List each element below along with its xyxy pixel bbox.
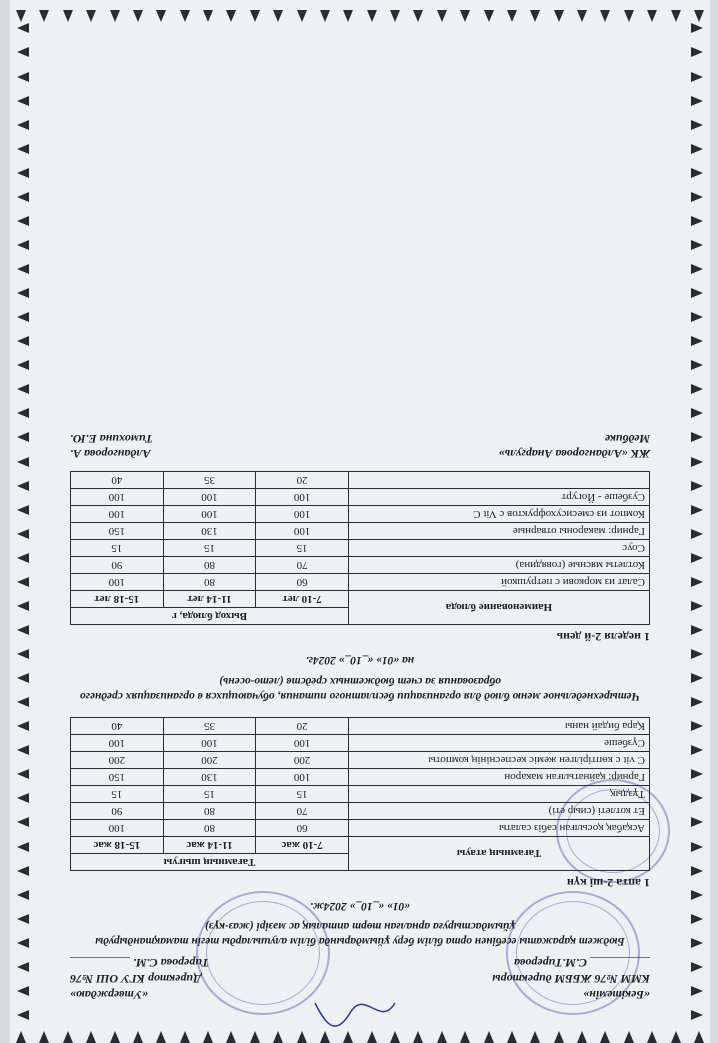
ru-week: 1 неделя 2-й день [556, 629, 650, 644]
portion-value: 80 [163, 556, 256, 573]
approval-left [372, 954, 650, 1003]
border-triangle-icon [180, 1031, 190, 1043]
portion-value: 100 [256, 488, 349, 505]
border-triangle-icon [17, 721, 29, 731]
portion-value: 60 [256, 573, 349, 590]
border-triangle-icon [691, 914, 703, 924]
border-triangle-icon [17, 625, 29, 635]
border-triangle-icon [554, 10, 564, 22]
menu-sheet [10, 0, 710, 1043]
portion-value: 200 [256, 751, 349, 768]
table-row [71, 734, 650, 751]
portion-value: 20 [256, 471, 349, 488]
border-triangle-icon [17, 96, 29, 106]
border-triangle-icon [460, 1031, 470, 1043]
border-triangle-icon [17, 360, 29, 370]
border-triangle-icon [691, 721, 703, 731]
portion-value: 35 [163, 717, 256, 734]
approval-right [70, 954, 348, 1003]
portion-value: 15 [163, 539, 256, 556]
portion-value: 15 [256, 785, 349, 802]
border-triangle-icon [17, 168, 29, 178]
border-triangle-icon [17, 962, 29, 972]
border-triangle-icon [691, 673, 703, 683]
dish-name: Қара бидай наны [348, 717, 649, 734]
portion-value: 150 [71, 522, 164, 539]
border-triangle-icon [250, 1031, 260, 1043]
border-triangle-icon [110, 10, 120, 22]
border-triangle-icon [691, 360, 703, 370]
portion-value: 100 [71, 819, 164, 836]
portion-value: 100 [256, 734, 349, 751]
border-triangle-icon [156, 1031, 166, 1043]
border-triangle-icon [17, 866, 29, 876]
border-triangle-icon [390, 10, 400, 22]
portion-value: 100 [71, 573, 164, 590]
portion-value: 130 [163, 522, 256, 539]
border-triangle-icon [17, 433, 29, 443]
dish-name: Котлеты мясные (говядина) [348, 556, 649, 573]
border-triangle-icon [691, 890, 703, 900]
border-triangle-icon [691, 793, 703, 803]
footer-name2: Тимохина Е.Ю. [70, 431, 153, 446]
portion-value: 15 [163, 785, 256, 802]
table-row [71, 573, 650, 590]
border-triangle-icon [691, 192, 703, 202]
portion-value: 200 [163, 751, 256, 768]
ru-col-name: Наименование блюда [348, 590, 649, 624]
footer-left [499, 431, 650, 461]
kz-age: 7-10 жас [256, 836, 349, 853]
ru-age: 15-18 лет [71, 590, 164, 607]
portion-value: 60 [256, 819, 349, 836]
right-title: Директор КГУ ОШ №76 [70, 971, 202, 986]
kz-title: Бюджет қаражаты есебінен орта білім беру ұйымдарында білім алушыларды тегін тамақтандыруды ұйымдастыруға арналған төрт апталық ас мәзірі (жаз-күз) [95, 920, 625, 948]
border-triangle-icon [414, 10, 424, 22]
table-row [71, 819, 650, 836]
footer-role: Медбике [604, 431, 650, 446]
border-triangle-icon [691, 96, 703, 106]
footer [70, 431, 650, 461]
border-triangle-icon [17, 336, 29, 346]
dish-name: С vit с көптірілген жеміс кеспеснінің компоты [348, 751, 649, 768]
border-triangle-icon [691, 745, 703, 755]
kz-menu-table [70, 717, 650, 871]
table-row [71, 505, 650, 522]
ru-age: 11-14 лет [163, 590, 256, 607]
portion-value: 70 [256, 802, 349, 819]
footer-name1: Алдангорова А. [70, 446, 151, 461]
border-triangle-icon [671, 10, 681, 22]
border-triangle-icon [647, 1031, 657, 1043]
border-triangle-icon [691, 216, 703, 226]
border-triangle-icon [17, 384, 29, 394]
border-triangle-icon [203, 10, 213, 22]
border-triangle-icon [691, 962, 703, 972]
border-triangle-icon [691, 240, 703, 250]
table-row [71, 556, 650, 573]
border-triangle-icon [17, 240, 29, 250]
table-row [71, 802, 650, 819]
ru-date: на «01» «_10_» 2024г. [305, 653, 415, 666]
table-row [71, 522, 650, 539]
border-triangle-icon [691, 818, 703, 828]
portion-value: 100 [163, 488, 256, 505]
border-triangle-icon [203, 1031, 213, 1043]
portion-value: 15 [256, 539, 349, 556]
border-triangle-icon [17, 288, 29, 298]
border-triangle-icon [367, 10, 377, 22]
border-triangle-icon [624, 10, 634, 22]
signature-scribble [310, 983, 400, 1033]
right-sign-line: __________ [70, 955, 130, 970]
right-name: Тирерова С.М. [133, 955, 209, 970]
portion-value: 100 [163, 734, 256, 751]
footer-org: ЖК «Алдангорова Анаргуль» [498, 446, 650, 461]
left-sign-line: __________ [590, 955, 650, 970]
border-triangle-icon [691, 168, 703, 178]
portion-value: 100 [256, 522, 349, 539]
portion-value: 80 [163, 802, 256, 819]
border-triangle-icon [17, 649, 29, 659]
border-triangle-icon [63, 10, 73, 22]
border-triangle-icon [17, 408, 29, 418]
right-border [12, 22, 34, 1021]
border-triangle-icon [17, 769, 29, 779]
table-row [71, 488, 650, 505]
border-triangle-icon [647, 10, 657, 22]
border-triangle-icon [437, 1031, 447, 1043]
border-triangle-icon [691, 938, 703, 948]
border-triangle-icon [40, 10, 50, 22]
dish-name: Сузбеше - Йогурт [348, 488, 649, 505]
border-triangle-icon [691, 312, 703, 322]
border-triangle-icon [691, 336, 703, 346]
kz-date: «01» «_10_» 2024ж. [309, 899, 411, 912]
border-triangle-icon [694, 1031, 704, 1043]
border-triangle-icon [691, 577, 703, 587]
border-triangle-icon [414, 1031, 424, 1043]
portion-value: 100 [71, 734, 164, 751]
footer-right [70, 431, 153, 461]
dish-name: Салат из моркови с петрушкой [348, 573, 649, 590]
portion-value: 100 [256, 768, 349, 785]
border-triangle-icon [273, 1031, 283, 1043]
border-triangle-icon [250, 10, 260, 22]
border-triangle-icon [17, 505, 29, 515]
border-triangle-icon [601, 1031, 611, 1043]
dish-name: Компот из смесисухофруктов с Vit C [348, 505, 649, 522]
border-triangle-icon [16, 1031, 26, 1043]
kz-week: 1 апта 2-ші күн [566, 875, 650, 890]
portion-value: 40 [71, 471, 164, 488]
border-triangle-icon [320, 10, 330, 22]
ru-age: 7-10 лет [256, 590, 349, 607]
portion-value: 90 [71, 556, 164, 573]
portion-value: 80 [163, 819, 256, 836]
border-triangle-icon [17, 986, 29, 996]
table-row [71, 785, 650, 802]
border-triangle-icon [86, 10, 96, 22]
border-triangle-icon [17, 938, 29, 948]
border-triangle-icon [133, 1031, 143, 1043]
ru-col-out: Выход блюда, г [71, 607, 349, 624]
border-triangle-icon [297, 1031, 307, 1043]
left-title: КММ №76 ЖББМ директоры [492, 971, 650, 986]
border-triangle-icon [437, 10, 447, 22]
dish-name: Сүзбеше [348, 734, 649, 751]
left-name: С.М.Тирерова [514, 955, 587, 970]
border-triangle-icon [530, 10, 540, 22]
border-triangle-icon [691, 120, 703, 130]
dish-name: Гарнир: қайнатылған макарон [348, 768, 649, 785]
border-triangle-icon [691, 72, 703, 82]
portion-value: 100 [163, 505, 256, 522]
dish-name: Асқабақ қосылған сәбіз салаты [348, 819, 649, 836]
border-triangle-icon [691, 288, 703, 298]
border-triangle-icon [691, 1010, 703, 1020]
border-triangle-icon [297, 10, 307, 22]
border-triangle-icon [691, 529, 703, 539]
border-triangle-icon [110, 1031, 120, 1043]
portion-value: 130 [163, 768, 256, 785]
portion-value: 100 [256, 505, 349, 522]
border-triangle-icon [17, 842, 29, 852]
portion-value: 200 [71, 751, 164, 768]
border-triangle-icon [227, 1031, 237, 1043]
left-border [686, 22, 708, 1021]
border-triangle-icon [691, 264, 703, 274]
portion-value: 70 [256, 556, 349, 573]
border-triangle-icon [17, 529, 29, 539]
border-triangle-icon [691, 505, 703, 515]
border-triangle-icon [17, 144, 29, 154]
border-triangle-icon [17, 793, 29, 803]
dish-name [348, 471, 649, 488]
border-triangle-icon [691, 433, 703, 443]
border-triangle-icon [17, 457, 29, 467]
portion-value: 100 [71, 505, 164, 522]
border-triangle-icon [180, 10, 190, 22]
border-triangle-icon [17, 120, 29, 130]
border-triangle-icon [273, 10, 283, 22]
border-triangle-icon [460, 10, 470, 22]
portion-value: 15 [71, 785, 164, 802]
border-triangle-icon [601, 10, 611, 22]
portion-value: 20 [256, 717, 349, 734]
border-triangle-icon [694, 10, 704, 22]
dish-name: Ет котлеті (сиыр еті) [348, 802, 649, 819]
border-triangle-icon [691, 457, 703, 467]
border-triangle-icon [691, 23, 703, 33]
border-triangle-icon [17, 48, 29, 58]
left-approve: «Бекітемін» [583, 988, 650, 1002]
border-triangle-icon [691, 144, 703, 154]
border-triangle-icon [484, 10, 494, 22]
portion-value: 90 [71, 802, 164, 819]
border-triangle-icon [86, 1031, 96, 1043]
border-triangle-icon [691, 601, 703, 611]
border-triangle-icon [63, 1031, 73, 1043]
border-triangle-icon [484, 1031, 494, 1043]
border-triangle-icon [691, 986, 703, 996]
border-triangle-icon [17, 481, 29, 491]
kz-age: 15-18 жас [71, 836, 164, 853]
ru-title: Четырехнедельное меню блюд для организации бесплатного питания, обучающихся в организациях среднего образования за счет бюджетных средств (лето-осень) [79, 674, 641, 702]
border-triangle-icon [691, 48, 703, 58]
table-row [71, 471, 650, 488]
portion-value: 15 [71, 539, 164, 556]
border-triangle-icon [691, 481, 703, 491]
border-triangle-icon [17, 1010, 29, 1020]
table-row [71, 751, 650, 768]
portion-value: 40 [71, 717, 164, 734]
border-triangle-icon [17, 192, 29, 202]
right-approve: «Утверждаю» [70, 988, 149, 1002]
border-triangle-icon [691, 625, 703, 635]
table-row [71, 768, 650, 785]
border-triangle-icon [507, 10, 517, 22]
border-triangle-icon [17, 745, 29, 755]
border-triangle-icon [691, 842, 703, 852]
ru-menu-table [70, 471, 650, 625]
border-triangle-icon [691, 553, 703, 563]
border-triangle-icon [17, 23, 29, 33]
border-triangle-icon [17, 553, 29, 563]
border-triangle-icon [17, 673, 29, 683]
table-row [71, 539, 650, 556]
border-triangle-icon [227, 10, 237, 22]
border-triangle-icon [671, 1031, 681, 1043]
border-triangle-icon [17, 264, 29, 274]
bottom-border [10, 0, 710, 22]
border-triangle-icon [530, 1031, 540, 1043]
dish-name: Тұздық [348, 785, 649, 802]
portion-value: 150 [71, 768, 164, 785]
portion-value: 100 [71, 488, 164, 505]
border-triangle-icon [17, 72, 29, 82]
document-content [70, 431, 650, 1003]
border-triangle-icon [554, 1031, 564, 1043]
border-triangle-icon [16, 10, 26, 22]
kz-age: 11-14 жас [163, 836, 256, 853]
border-triangle-icon [133, 10, 143, 22]
border-triangle-icon [17, 577, 29, 587]
border-triangle-icon [691, 866, 703, 876]
border-triangle-icon [691, 384, 703, 394]
kz-col-out: Тағамның шығуы [71, 853, 349, 870]
border-triangle-icon [17, 914, 29, 924]
border-triangle-icon [507, 1031, 517, 1043]
kz-col-name: Тағамның атауы [348, 836, 649, 870]
border-triangle-icon [691, 408, 703, 418]
border-triangle-icon [17, 216, 29, 226]
border-triangle-icon [40, 1031, 50, 1043]
border-triangle-icon [17, 312, 29, 322]
portion-value: 80 [163, 573, 256, 590]
border-triangle-icon [577, 1031, 587, 1043]
border-triangle-icon [17, 697, 29, 707]
dish-name: Гарнир: макароны отварные [348, 522, 649, 539]
border-triangle-icon [577, 10, 587, 22]
border-triangle-icon [691, 697, 703, 707]
border-triangle-icon [691, 649, 703, 659]
dish-name: Соус [348, 539, 649, 556]
border-triangle-icon [343, 10, 353, 22]
border-triangle-icon [156, 10, 166, 22]
border-triangle-icon [624, 1031, 634, 1043]
border-triangle-icon [691, 769, 703, 779]
border-triangle-icon [17, 890, 29, 900]
table-row [71, 717, 650, 734]
border-triangle-icon [17, 818, 29, 828]
portion-value: 35 [163, 471, 256, 488]
border-triangle-icon [17, 601, 29, 611]
